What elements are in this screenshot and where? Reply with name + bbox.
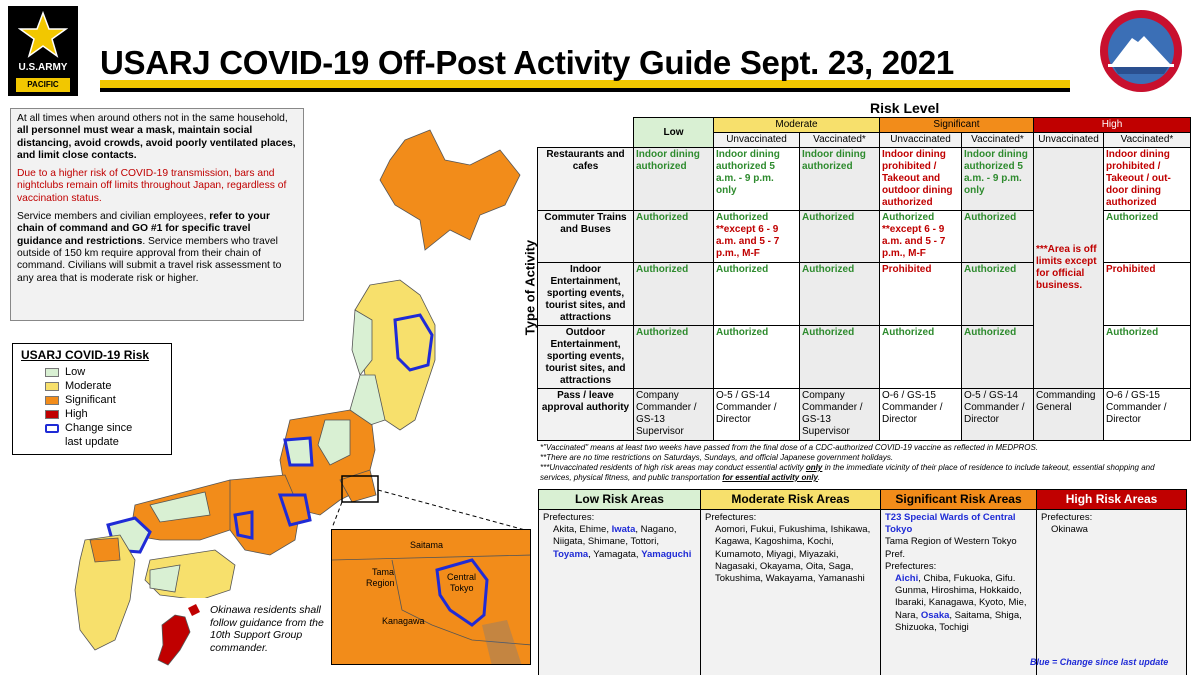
- footnotes: [540, 443, 1180, 483]
- legend-item-change: Change since: [21, 421, 163, 435]
- legend-item-significant: Significant: [21, 393, 163, 407]
- risk-level-heading: Risk Level: [870, 100, 940, 116]
- table-row: Pass / leave approval authority Company Commander / GS-13 Supervisor O-5 / GS-14 Commander / Director Company Commander / GS-13 Supervisor O-6 / GS-15 Commander / Director O-5 / GS-14 Commander / Director Commanding General O-6 / GS-15 Commander / Director: [538, 389, 1191, 441]
- moderate-risk-areas-header: Moderate Risk Areas: [701, 490, 881, 510]
- inset-label-central-1: Central: [447, 572, 477, 582]
- inset-label-tama-2: Region: [366, 578, 395, 588]
- footnote-3: ***Unvaccinated residents of high risk areas may conduct essential activity only in the immediate vicinity of their place of residence to include takeout, essential shopping and services, physical fitness, and public transportation for essential activity only.: [540, 463, 1155, 482]
- guidance-info-box: [10, 108, 304, 321]
- type-of-activity-label: Type of Activity: [522, 239, 538, 336]
- table-row: Commuter Trains and Buses Authorized Authorized **except 6 - 9 a.m. and 5 - 7 p.m., M-F Authorized Authorized **except 6 - 9 a.m. and 5 - 7 p.m., M-F Authorized Authorized: [538, 211, 1191, 263]
- low-risk-areas-list: Prefectures: Akita, Ehime, Iwata, Nagano, Niigata, Shimane, Tottori, Toyama, Yamagata, Yamaguchi: [539, 510, 701, 675]
- table-row: Indoor Entertainment, sporting events, tourist sites, and attractions Authorized Authorized Authorized Prohibited Authorized Prohibited: [538, 263, 1191, 326]
- page-title: USARJ COVID-19 Off-Post Activity Guide Sept. 23, 2021: [100, 44, 954, 81]
- header-significant: Significant: [880, 118, 1034, 133]
- us-army-pacific-logo: [8, 6, 78, 96]
- header-low: Low: [634, 118, 714, 148]
- risk-areas-table: [538, 489, 1187, 675]
- sub-sig-vacc: Vaccinated*: [962, 133, 1034, 148]
- tokyo-inset-map: [331, 529, 531, 665]
- sub-sig-unvacc: Unvaccinated: [880, 133, 962, 148]
- significant-risk-areas-header: Significant Risk Areas: [881, 490, 1037, 510]
- significant-risk-areas-list: T23 Special Wards of Central Tokyo Tama Region of Western Tokyo Pref. Prefectures: Aichi, Chiba, Fukuoka, Gifu. Gunma, Hiroshima, Hokkaido, Ibaraki, Kanagawa, Kyoto, Mie, Nara, Osaka, Saitama, Shiga, Shizuoka, Tochigi: [881, 510, 1037, 675]
- title-underline-black: [100, 88, 1070, 92]
- risk-legend: USARJ COVID-19 Risk Low Moderate Significant High Change since last update: [12, 343, 172, 455]
- header-high: High: [1034, 118, 1191, 133]
- high-unvacc-note: ***Area is off limits except for official business.: [1034, 148, 1104, 389]
- table-row: Restaurants and cafes Indoor dining authorized Indoor dining authorized 5 a.m. - 9 p.m. only Indoor dining authorized Indoor dining prohibited / Takeout and outdoor dining authorized Indoor dining authorized 5 a.m. - 9 p.m. only ***Area is off limits except for official business. Indoor dining prohibited / Takeout / out-door dining authorized: [538, 148, 1191, 211]
- okinawa-note: Okinawa residents shall follow guidance from the 10th Support Group commander.: [210, 604, 324, 654]
- inset-label-kanagawa: Kanagawa: [382, 616, 425, 626]
- usarj-seal-icon: [1098, 8, 1184, 94]
- mask-guidance: At all times when around others not in the same household, all personnel must wear a mask, maintain social distancing, avoid crowds, avoid poorly ventilated places, and limit close contacts.: [17, 113, 296, 161]
- bars-off-limits-notice: Due to a higher risk of COVID-19 transmission, bars and nightclubs remain off limits throughout Japan, regardless of vaccination status.: [17, 168, 287, 204]
- moderate-risk-areas-list: Prefectures: Aomori, Fukui, Fukushima, Ishikawa, Kagawa, Kagoshima, Kochi, Kumamoto, Miyagi, Miyazaki, Nagasaki, Okayama, Oita, Saga, Tokushima, Wakayama, Yamanashi: [701, 510, 881, 675]
- sub-mod-unvacc: Unvaccinated: [714, 133, 800, 148]
- sub-high-vacc: Vaccinated*: [1104, 133, 1191, 148]
- footnote-2: **There are no time restrictions on Saturdays, Sundays, and official Japanese government holidays.: [540, 453, 894, 462]
- low-risk-areas-header: Low Risk Areas: [539, 490, 701, 510]
- travel-guidance: Service members and civilian employees, refer to your chain of command and GO #1 for specific travel guidance and restrictions. Service members who travel outside of 150 km require approval from their chain of command. Civilians will submit a travel risk assessment to any area that is moderate risk or higher.: [17, 211, 282, 284]
- sub-high-unvacc: Unvaccinated: [1034, 133, 1104, 148]
- table-row: Outdoor Entertainment, sporting events, tourist sites, and attractions Authorized Authorized Authorized Authorized Authorized Authorized: [538, 326, 1191, 389]
- legend-item-moderate: Moderate: [21, 379, 163, 393]
- high-risk-areas-header: High Risk Areas: [1037, 490, 1187, 510]
- header-moderate: Moderate: [714, 118, 880, 133]
- legend-title: USARJ COVID-19 Risk: [21, 348, 150, 362]
- high-risk-areas-list: Prefectures: Okinawa: [1037, 510, 1187, 675]
- inset-label-saitama: Saitama: [410, 540, 444, 550]
- inset-label-tama-1: Tama: [372, 567, 395, 577]
- legend-item-low: Low: [21, 365, 163, 379]
- blue-change-note: Blue = Change since last update: [1030, 657, 1169, 667]
- legend-item-high: High: [21, 407, 163, 421]
- sub-mod-vacc: Vaccinated*: [800, 133, 880, 148]
- logo-line-1: U.S.ARMY: [18, 62, 68, 73]
- inset-label-central-2: Tokyo: [450, 583, 474, 593]
- logo-line-2: PACIFIC: [16, 78, 70, 92]
- army-star-icon: [18, 10, 68, 60]
- risk-activity-table: [537, 117, 1191, 441]
- footnote-1: *"Vaccinated" means at least two weeks have passed from the final dose of a CDC-authorized COVID-19 vaccine as reflected in MEDPROS.: [540, 443, 1039, 452]
